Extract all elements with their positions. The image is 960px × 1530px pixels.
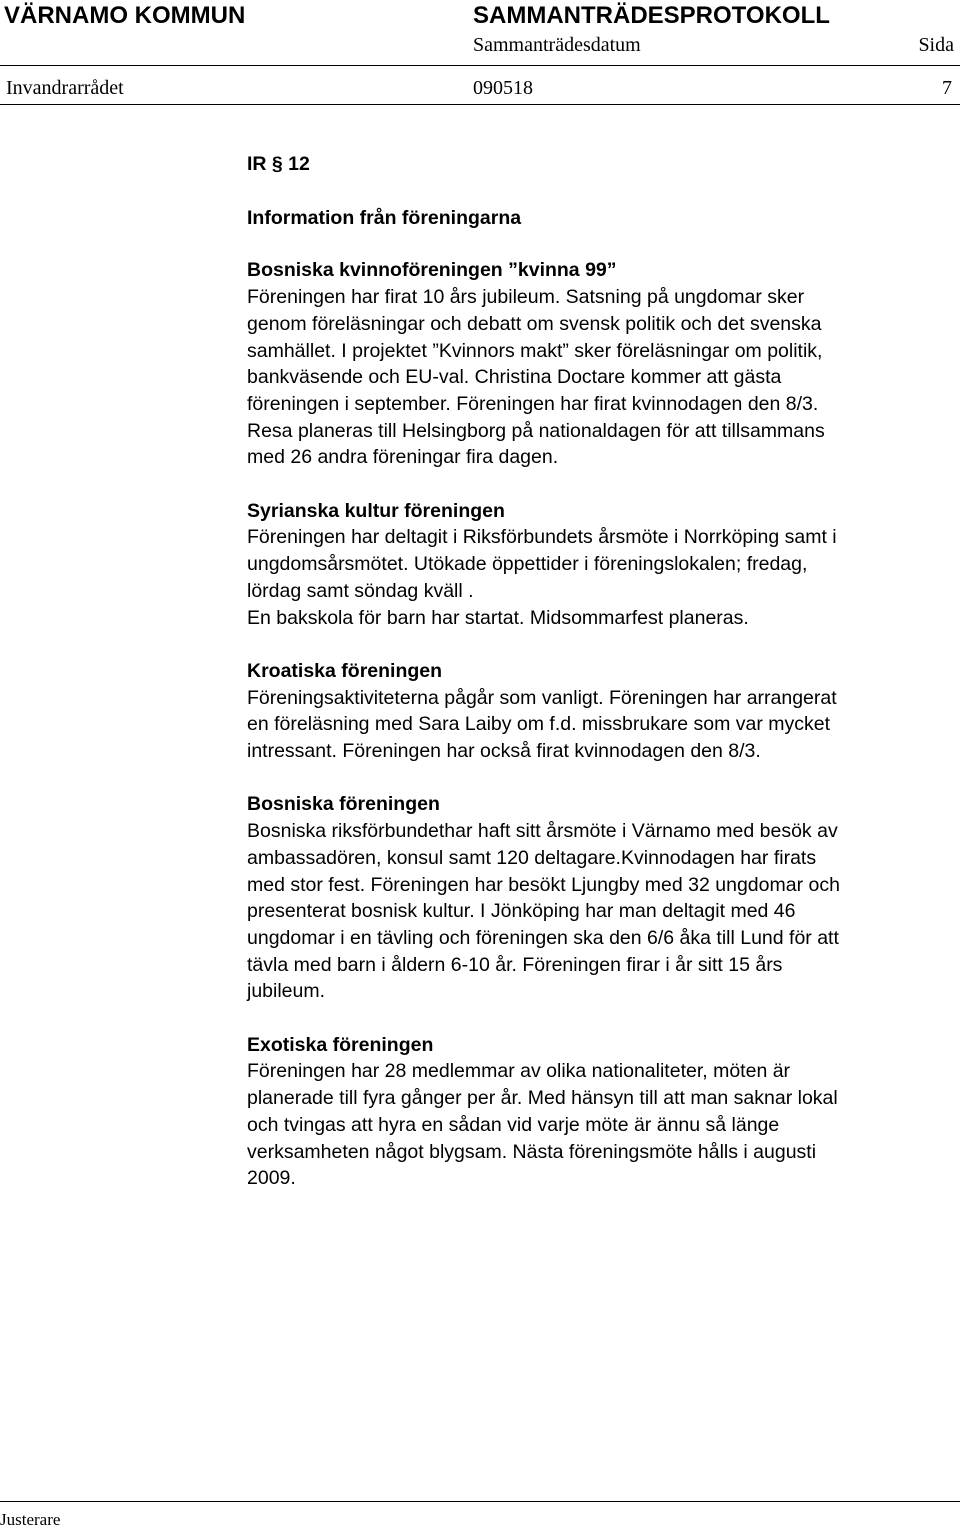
section-title: Bosniska föreningen (247, 793, 440, 816)
section-exotiska-foreningen (247, 1032, 953, 1192)
section-kroatiska-foreningen (247, 658, 953, 765)
section-body: Föreningsaktiviteterna pågår som vanligt. Föreningen har arrangerat en föreläsning med Sara Laiby om f.d. missbrukare som var mycket intressant. Föreningen har också firat kvinnodagen den 8/3. (247, 686, 837, 763)
justerare-label: Justerare (0, 1510, 61, 1529)
section-body: Föreningen har firat 10 års jubileum. Satsning på ungdomar sker genom föreläsningar och debatt om svensk politik och det svenska samhället. I projektet ”Kvinnors makt” sker föreläsningar om politik, bankväsende och EU-val. Christina Doctare kommer att gästa föreningen i september. Föreningen har firat kvinnodagen den 8/3. Resa planeras till Helsingborg på nationaldagen för att tillsammans med 26 andra föreningar fira dagen. (247, 286, 825, 469)
section-title: Exotiska föreningen (247, 1033, 434, 1056)
section-syrianska-kultur-foreningen (247, 498, 953, 632)
meeting-date-label: Sammanträdesdatum (473, 34, 641, 56)
document-body (247, 151, 953, 1219)
header-divider-top (0, 65, 960, 66)
page-number: 7 (942, 77, 952, 99)
section-body: Föreningen har 28 medlemmar av olika nationaliteter, möten är planerade till fyra gånger per år. Med hänsyn till att man saknar lokal och tvingas att hyra en sådan vid varje möte är ännu så länge verksamheten något blygsam. Nästa föreningsmöte hålls i augusti 2009. (247, 1060, 838, 1190)
footer-divider (0, 1501, 960, 1502)
page-label: Sida (918, 34, 954, 56)
paragraph-reference: IR § 12 (247, 153, 310, 175)
agenda-item-title: Information från föreningarna (247, 206, 522, 229)
council-name: Invandrarrådet (6, 77, 124, 99)
section-body: Föreningen har deltagit i Riksförbundets årsmöte i Norrköping samt i ungdomsårsmötet. Utökade öppettider i föreningslokalen; fredag, lördag samt söndag kväll . En bakskola för barn har startat. Midsommarfest planeras. (247, 526, 837, 629)
section-title: Syrianska kultur föreningen (247, 499, 505, 522)
section-bosniska-kvinnoforeningen (247, 257, 953, 471)
organization-name: VÄRNAMO KOMMUN (4, 2, 246, 29)
document-type: SAMMANTRÄDESPROTOKOLL (473, 2, 830, 29)
header-divider-bottom (0, 104, 960, 105)
section-title: Bosniska kvinnoföreningen ”kvinna 99” (247, 259, 617, 282)
section-body: Bosniska riksförbundethar haft sitt årsmöte i Värnamo med besök av ambassadören, konsul samt 120 deltagare.Kvinnodagen har firats med stor fest. Föreningen har besökt Ljungby med 32 ungdomar och presenterat bosnisk kultur. I Jönköping har man deltagit med 46 ungdomar i en tävling och föreningen ska den 6/6 åka till Lund för att tävla med barn i åldern 6-10 år. Föreningen firar i år sitt 15 års jubileum. (247, 820, 840, 1003)
section-bosniska-foreningen (247, 791, 953, 1005)
header-value-row (0, 74, 960, 102)
document-header (0, 0, 960, 34)
section-title: Kroatiska föreningen (247, 659, 443, 682)
meeting-date: 090518 (473, 77, 533, 99)
header-label-row (0, 32, 960, 58)
